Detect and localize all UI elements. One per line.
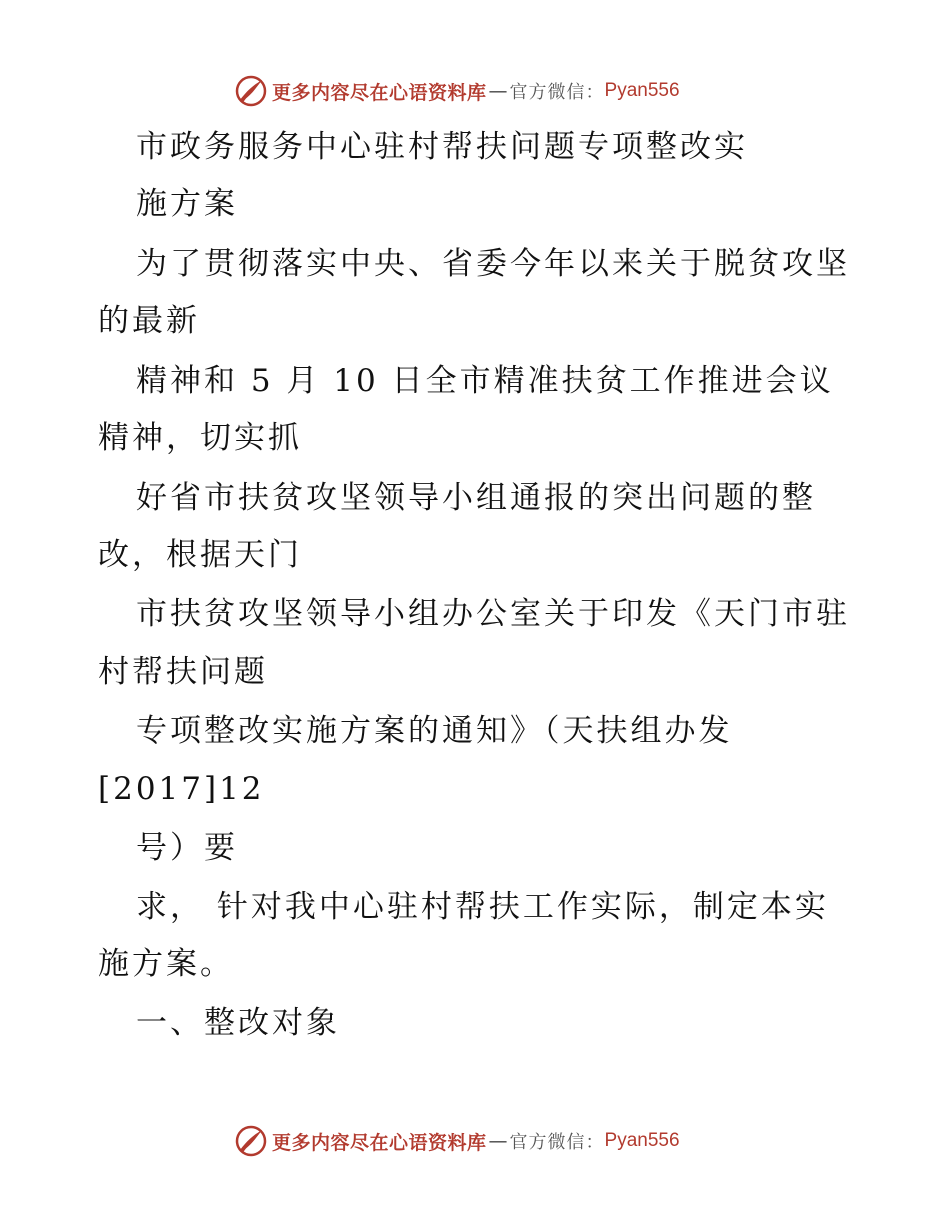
header-banner <box>234 71 680 111</box>
text-line: 市政务服务中心驻村帮扶问题专项整改实 <box>136 129 748 165</box>
footer-banner <box>234 1121 680 1161</box>
text-line: 市扶贫攻坚领导小组办公室关于印发《天门市驻 <box>136 596 850 632</box>
banner-separator: — <box>488 1130 508 1152</box>
text-line: 一、整改对象 <box>136 1005 340 1041</box>
text-line: 专项整改实施方案的通知》（天扶组办发 <box>136 713 733 749</box>
banner-text: 更多内容尽在心语资料库 <box>272 1131 487 1154</box>
text-line: [2017]12 <box>98 771 265 807</box>
text-line: 改，根据天门 <box>98 537 302 573</box>
text-line: 好省市扶贫攻坚领导小组通报的突出问题的整 <box>136 480 816 516</box>
banner-separator: — <box>488 80 508 102</box>
quill-pen-logo-icon <box>234 74 268 108</box>
banner-wechat-label: 官方微信： <box>509 1132 605 1153</box>
text-line: 村帮扶问题 <box>98 654 268 690</box>
text-line: 的最新 <box>98 303 200 339</box>
text-line: 精神，切实抓 <box>98 420 302 456</box>
text-line: 号）要 <box>136 830 238 866</box>
text-line: 求， 针对我中心驻村帮扶工作实际，制定本实 <box>136 889 829 925</box>
text-line: 为了贯彻落实中央、省委今年以来关于脱贫攻坚 <box>136 246 850 282</box>
text-line: 施方案 <box>136 186 238 222</box>
quill-pen-logo-icon <box>234 1124 268 1158</box>
banner-wechat-label: 官方微信： <box>509 82 605 103</box>
banner-wechat-id: Pyan556 <box>604 1130 680 1151</box>
banner-wechat-id: Pyan556 <box>604 80 680 101</box>
text-line: 施方案。 <box>98 946 234 982</box>
banner-text: 更多内容尽在心语资料库 <box>272 81 487 104</box>
text-line: 精神和 5 月 10 日全市精准扶贫工作推进会议 <box>136 363 834 399</box>
